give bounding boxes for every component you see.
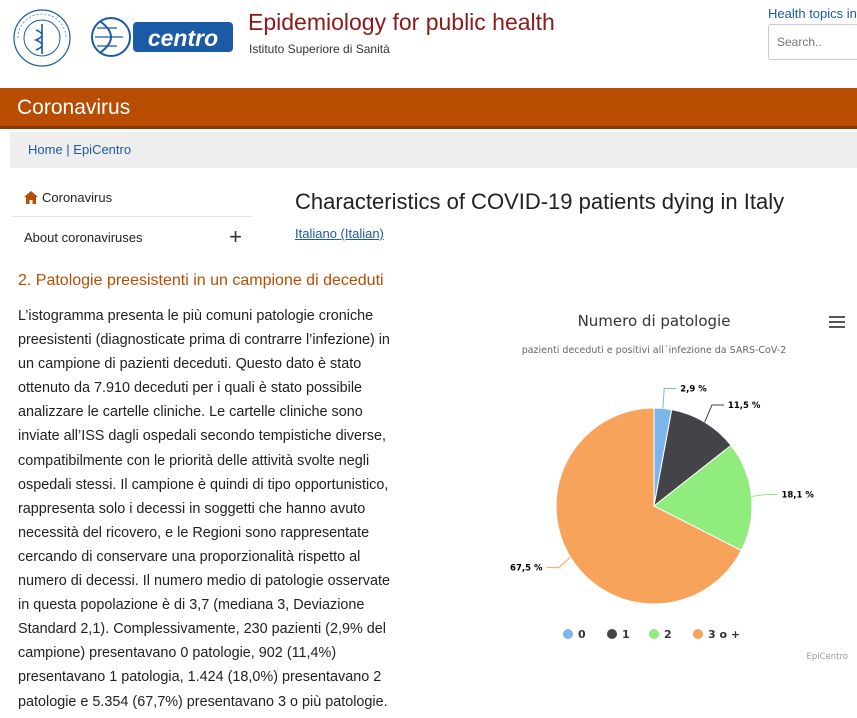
legend-label[interactable]: 1 (622, 628, 630, 641)
sidebar (12, 176, 252, 249)
body-line: un campione di pazienti deceduti. Questo dato è stato (18, 356, 362, 373)
body-line: rappresenta solo i decessi in soggetti che hanno avuto (18, 500, 366, 517)
pie-connector (663, 388, 676, 408)
section-title: 2. Patologie preesistenti in un campione di deceduti (18, 272, 384, 289)
body-line: in questa popolazione è di 3,7 (mediana 3, Deviazione (18, 597, 365, 614)
body-line: inviate all’ISS dagli ospedali secondo tempistiche diverse, (18, 428, 386, 445)
legend-marker[interactable] (607, 629, 617, 639)
chart-subtitle: pazienti deceduti e positivi all´infezione da SARS-CoV-2 (521, 345, 787, 356)
pie-data-label: 11,5 % (727, 401, 761, 412)
body-line: numero di decessi. Il numero medio di patologie osservate (18, 573, 390, 590)
pie-connector (547, 557, 571, 567)
body-line: cercando di conservare una proporzionalità rispetto al (18, 548, 361, 565)
legend-marker[interactable] (649, 629, 659, 639)
language-link[interactable]: Italiano (Italian) (295, 226, 384, 241)
site-header (0, 0, 857, 88)
legend-marker[interactable] (563, 629, 573, 639)
pie-slices (556, 408, 752, 604)
health-topics-link[interactable]: Health topics in (768, 6, 857, 21)
pie-data-label: 2,9 % (680, 384, 707, 395)
epicentro-logo[interactable] (91, 14, 237, 60)
breadcrumb-bar (10, 132, 857, 168)
chart-menu-icon[interactable] (829, 316, 845, 330)
body-paragraph (18, 304, 418, 714)
banner-title[interactable]: Coronavirus (17, 96, 131, 119)
legend-label[interactable]: 3 o + (708, 628, 741, 641)
legend-label[interactable]: 2 (664, 628, 672, 641)
body-line: campione) presentavano 0 patologie, 902 (11,4%) (18, 645, 337, 662)
section-banner (0, 88, 857, 129)
svg-text:centro: centro (147, 25, 219, 51)
site-subtitle: Istituto Superiore di Sanità (249, 42, 390, 56)
body-line: Standard 2,1). Complessivamente, 230 pazienti (2,9% del (18, 621, 386, 638)
body-line: ospedali stessi. Il campione è quindi di tipo opportunistico, (18, 476, 389, 493)
pie-connector (752, 495, 778, 497)
chart-legend (563, 628, 740, 641)
pie-connector (705, 405, 724, 422)
body-line: patologie e 5.354 (67,7%) presentavano 3 o più patologie. (18, 693, 388, 710)
iss-seal-logo[interactable] (12, 8, 72, 68)
sidebar-item-label: Coronavirus (42, 190, 113, 205)
chart-title: Numero di patologie (577, 312, 731, 330)
page-title: Characteristics of COVID-19 patients dying in Italy (295, 189, 785, 214)
sidebar-item-label: About coronaviruses (24, 230, 143, 245)
legend-marker[interactable] (693, 629, 703, 639)
chart-credits[interactable]: EpiCentro (806, 652, 848, 662)
sidebar-item-about[interactable] (12, 176, 252, 249)
body-line: necessità del ricovero, e le Regioni sono rappresentate (18, 524, 370, 541)
breadcrumb[interactable]: Home | EpiCentro (28, 142, 132, 157)
legend-label[interactable]: 0 (578, 628, 586, 641)
site-title[interactable]: Epidemiology for public health (248, 9, 555, 35)
pie-chart (468, 296, 857, 666)
body-line: compatibilmente con le priorità delle attività svolte negli (18, 452, 370, 469)
body-line: presentavano 1 patologia, 1.424 (18,0%) presentavano 2 (18, 669, 382, 686)
pie-chart-svg (468, 296, 857, 666)
pie-data-label: 18,1 % (781, 490, 814, 501)
plus-icon[interactable]: + (229, 224, 242, 249)
body-line: L’istogramma presenta le più comuni patologie croniche (18, 308, 374, 324)
search-input[interactable] (768, 24, 857, 60)
pie-data-label: 67,5 % (510, 563, 543, 574)
body-line: ottenuto da 7.910 deceduti per i quali è stato possibile (18, 380, 363, 397)
body-line: preesistenti (diagnosticate prima di contrarre l’infezione) in (18, 332, 390, 349)
body-line: analizzare le cartelle cliniche. Le cartelle cliniche sono (18, 404, 363, 421)
